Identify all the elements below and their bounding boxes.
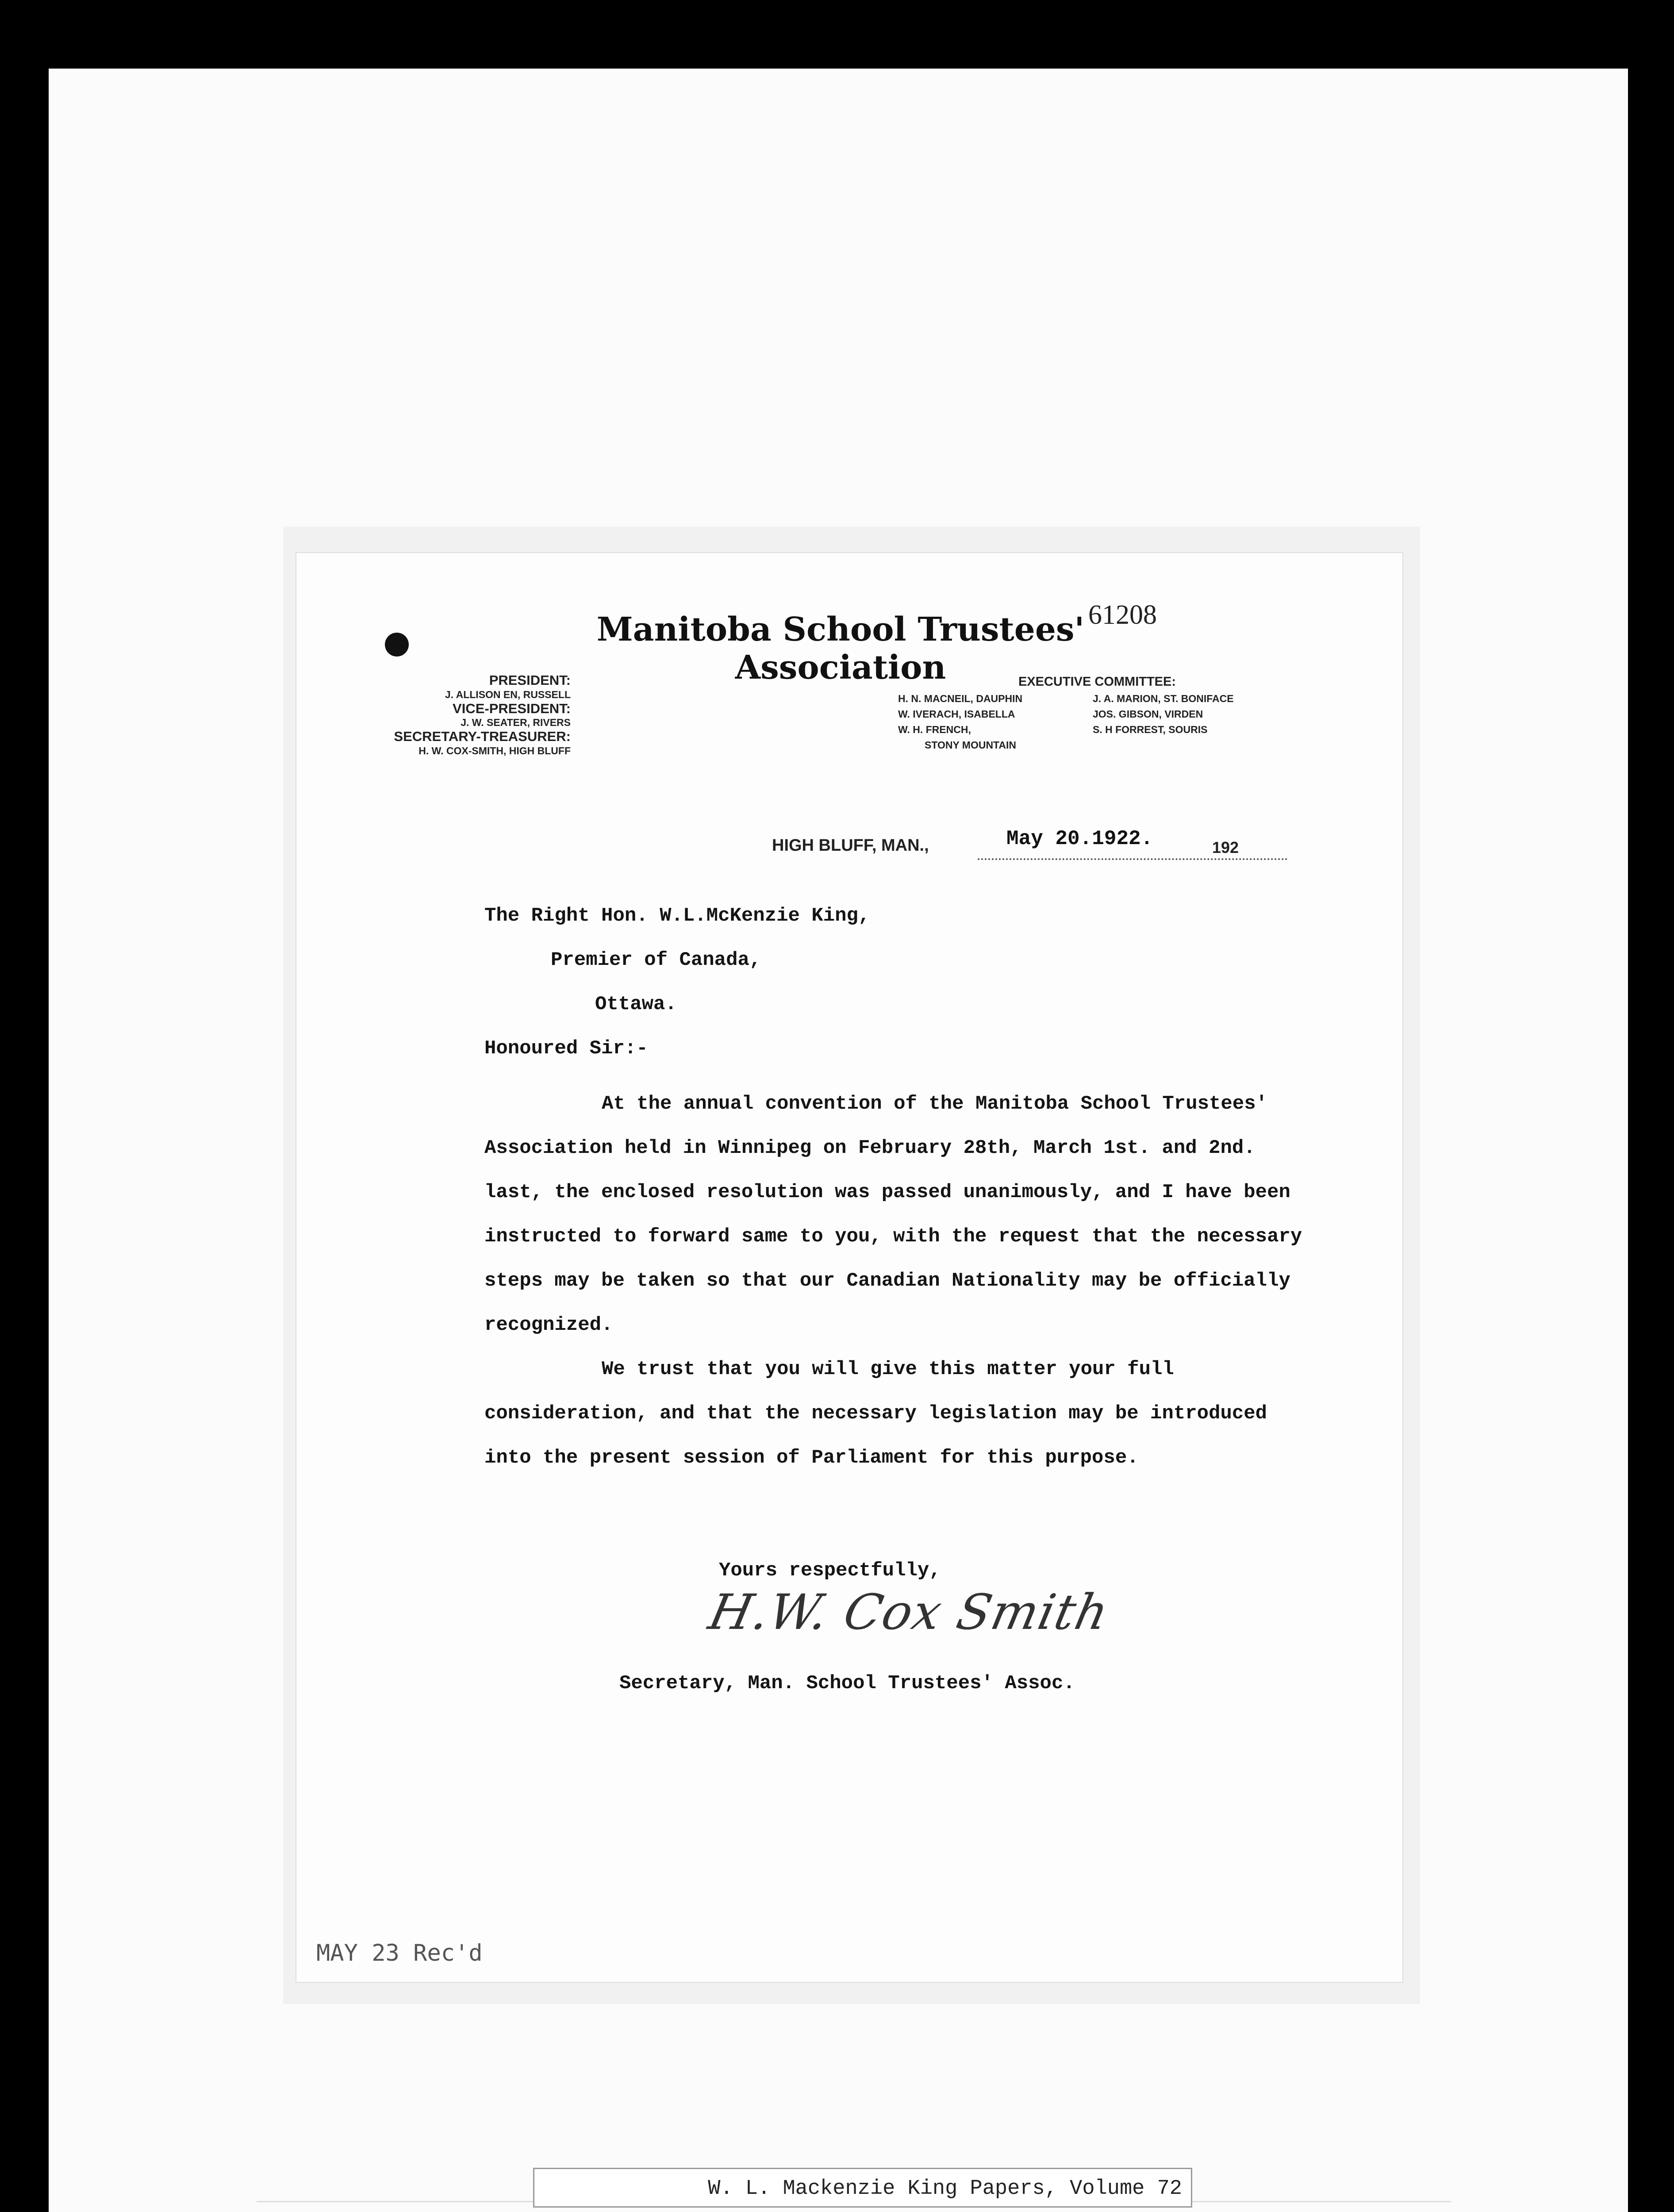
committee-member: W. H. FRENCH, — [898, 724, 971, 735]
committee-member: J. A. MARION, ST. BONIFACE — [1093, 693, 1234, 704]
closing: Yours respectfully, — [719, 1559, 941, 1582]
executive-title: EXECUTIVE COMMITTEE: — [1018, 675, 1176, 689]
officer-value: J. ALLISON EN, RUSSELL — [445, 688, 571, 700]
officer-value: J. W. SEATER, RIVERS — [461, 717, 571, 729]
punch-hole — [385, 633, 409, 657]
committee-member: W. IVERACH, ISABELLA — [898, 708, 1015, 720]
addressee-line: Ottawa. — [595, 993, 677, 1015]
salutation: Honoured Sir:- — [484, 1037, 648, 1060]
committee-member: S. H FORREST, SOURIS — [1093, 724, 1208, 735]
signature: H.W. Cox Smith — [704, 1584, 1114, 1640]
collection-label: W. L. Mackenzie King Papers, Volume 72 — [533, 2168, 1192, 2208]
received-stamp: MAY 23 Rec'd — [316, 1940, 483, 1966]
officer-label: PRESIDENT: — [489, 672, 571, 688]
committee-member: STONY MOUNTAIN — [925, 739, 1017, 751]
letter-body — [484, 1082, 1303, 1480]
document-number: 61208 — [1088, 600, 1157, 630]
committee-member: JOS. GIBSON, VIRDEN — [1093, 708, 1203, 720]
officer-value: H. W. COX-SMITH, HIGH BLUFF — [418, 745, 571, 757]
executive-committee — [898, 675, 1296, 751]
signer-title: Secretary, Man. School Trustees' Assoc. — [619, 1672, 1075, 1694]
organization-name: Manitoba School Trustees' Association — [596, 611, 1085, 687]
addressee-line: The Right Hon. W.L.McKenzie King, — [484, 905, 870, 927]
committee-member — [1093, 739, 1296, 751]
paragraph: At the annual convention of the Manitoba School Trustees' Association held in Winnipeg on February 28th, March 1st. and 2nd. last, the enclosed resolution was passed unanimously, and I have been instructed to forward same to you, with the request that the necessary steps may be taken so that our Canadian Nationality may be officially recognized. — [484, 1093, 1302, 1336]
officer-label: VICE-PRESIDENT: — [453, 700, 571, 716]
officer-label: SECRETARY-TREASURER: — [394, 729, 571, 745]
paragraph: We trust that you will give this matter your full consideration, and that the necessary legislation may be introduced into the present session of Parliament for this purpose. — [484, 1358, 1267, 1469]
committee-member: H. N. MACNEIL, DAUPHIN — [898, 693, 1023, 704]
printed-year: 192 — [1212, 838, 1239, 856]
addressee-line: Premier of Canada, — [551, 949, 761, 971]
officers-block — [341, 672, 571, 757]
date: May 20.1922. — [1006, 827, 1153, 850]
place: HIGH BLUFF, MAN., — [772, 836, 929, 855]
